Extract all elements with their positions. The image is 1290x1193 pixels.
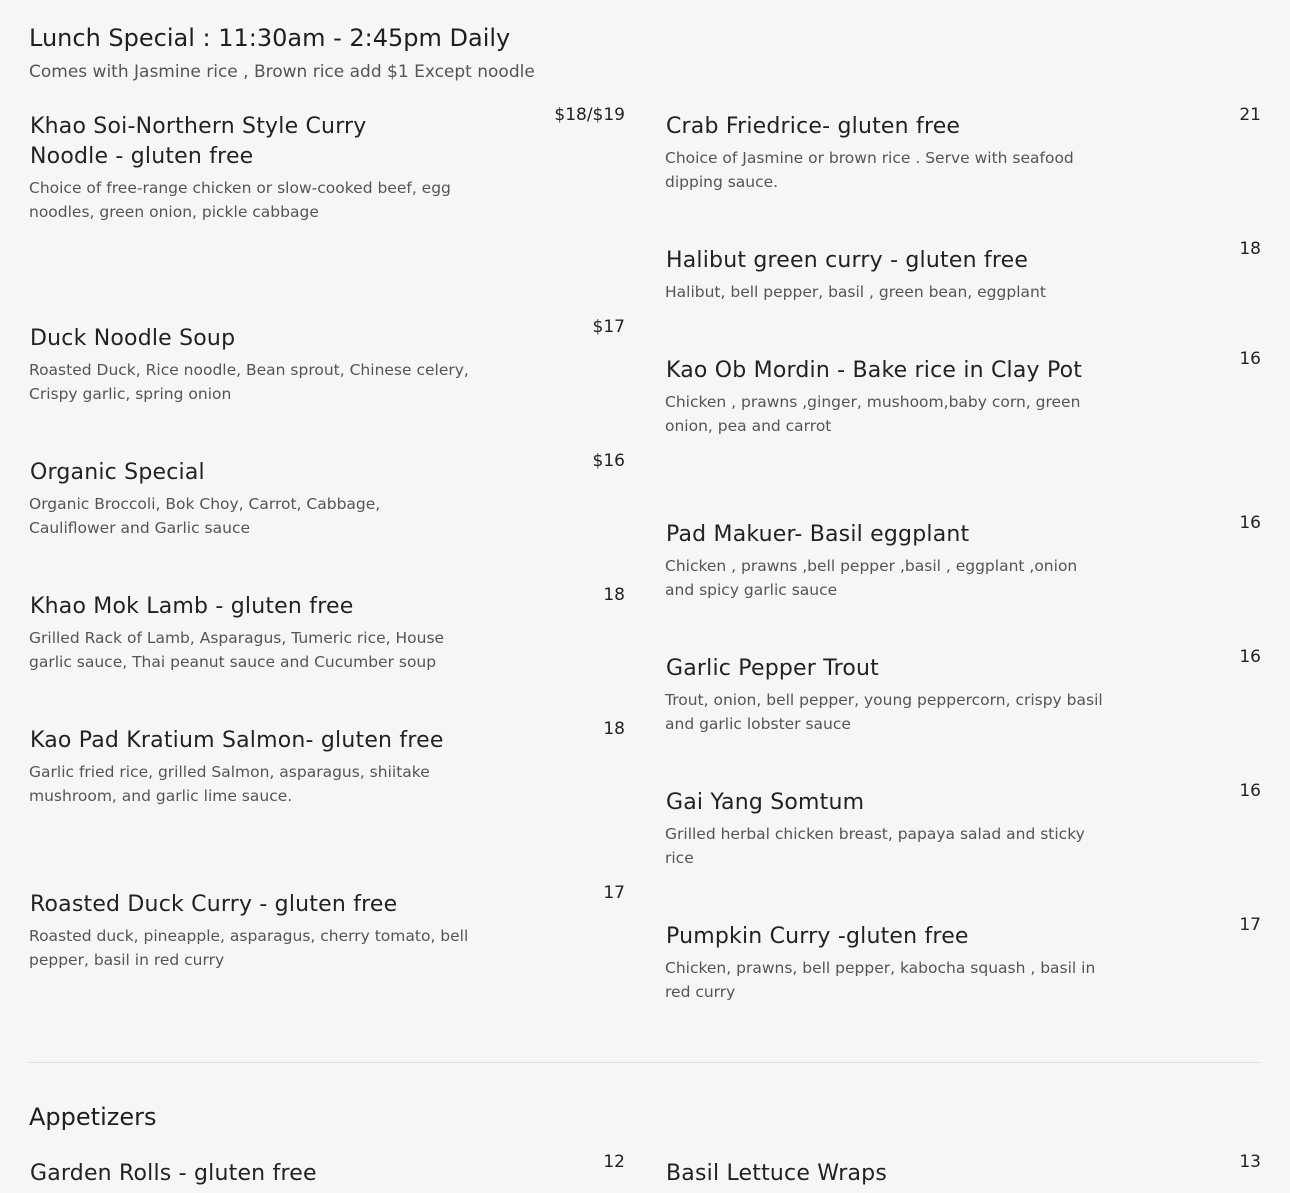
menu-item-description: Roasted Duck, Rice noodle, Bean sprout, Chinese celery, Crispy garlic, spring onion — [29, 361, 469, 403]
menu-item-name: Garden Rolls - gluten free — [30, 1161, 317, 1186]
menu-item-name: Kao Ob Mordin - Bake rice in Clay Pot — [666, 358, 1083, 383]
menu-item-price: 12 — [603, 1152, 625, 1172]
menu-item-description: Grilled Rack of Lamb, Asparagus, Tumeric rice, House garlic sauce, Thai peanut sauce and Cucumber soup — [29, 629, 445, 671]
appetizer-item — [665, 1152, 1261, 1189]
menu-item-price: $16 — [592, 451, 625, 471]
appetizer-item — [29, 1152, 625, 1189]
menu-item-price: 16 — [1239, 513, 1261, 533]
menu-item-price: 16 — [1239, 781, 1261, 801]
menu-item-name: Basil Lettuce Wraps — [666, 1161, 887, 1186]
menu-item-description: Organic Broccoli, Bok Choy, Carrot, Cabbage, Cauliflower and Garlic sauce — [29, 495, 381, 537]
menu-item-price: 18 — [1239, 239, 1261, 259]
menu-item — [665, 239, 1261, 304]
menu-item-description: Halibut, bell pepper, basil , green bean, eggplant — [665, 283, 1046, 301]
menu-item-price: 21 — [1239, 105, 1261, 125]
menu-item-description: Chicken, prawns, bell pepper, kabocha squash , basil in red curry — [665, 959, 1096, 1001]
menu-item — [29, 719, 625, 808]
menu-item-name: Duck Noodle Soup — [30, 326, 236, 351]
menu-item — [29, 883, 625, 972]
menu-item-description: Grilled herbal chicken breast, papaya salad and sticky rice — [665, 825, 1085, 867]
menu-item-name: Pumpkin Curry -gluten free — [666, 924, 969, 949]
menu-item — [29, 451, 625, 540]
menu-item — [665, 915, 1261, 1004]
lunch-special-subtitle: Comes with Jasmine rice , Brown rice add $1 Except noodle — [29, 62, 535, 82]
menu-item — [29, 105, 625, 224]
menu-item-name: Kao Pad Kratium Salmon- gluten free — [30, 728, 444, 753]
menu-item-description: Trout, onion, bell pepper, young peppercorn, crispy basil and garlic lobster sauce — [665, 691, 1103, 733]
menu-item-description: Garlic fried rice, grilled Salmon, asparagus, shiitake mushroom, and garlic lime sauce. — [29, 763, 430, 805]
menu-item — [29, 317, 625, 406]
menu-item — [665, 105, 1261, 194]
lunch-special-title: Lunch Special : 11:30am - 2:45pm Daily — [29, 24, 511, 52]
menu-item-name: Khao Soi-Northern Style Curry Noodle - gluten free — [30, 114, 367, 169]
menu-item-price: $18/$19 — [554, 105, 625, 125]
menu-item-name: Khao Mok Lamb - gluten free — [30, 594, 354, 619]
menu-item — [665, 647, 1261, 736]
appetizers-title: Appetizers — [29, 1103, 157, 1131]
menu-item-name: Roasted Duck Curry - gluten free — [30, 892, 398, 917]
lunch-right-column — [665, 0, 1261, 1193]
menu-item-name: Organic Special — [30, 460, 205, 485]
menu-item-description: Chicken , prawns ,ginger, mushoom,baby corn, green onion, pea and carrot — [665, 393, 1081, 435]
section-divider — [29, 1062, 1261, 1063]
menu-item-price: $17 — [592, 317, 625, 337]
menu-item-price: 18 — [603, 585, 625, 605]
menu-item-name: Pad Makuer- Basil eggplant — [666, 522, 970, 547]
menu-item-name: Crab Friedrice- gluten free — [666, 114, 961, 139]
menu-item-description: Choice of Jasmine or brown rice . Serve with seafood dipping sauce. — [665, 149, 1074, 191]
menu-item — [665, 781, 1261, 870]
menu-item-price: 17 — [1239, 915, 1261, 935]
menu-item-price: 18 — [603, 719, 625, 739]
menu-item-price: 16 — [1239, 647, 1261, 667]
menu-item-name: Garlic Pepper Trout — [666, 656, 880, 681]
menu-item-description: Roasted duck, pineapple, asparagus, cherry tomato, bell pepper, basil in red curry — [29, 927, 469, 969]
menu-item-price: 16 — [1239, 349, 1261, 369]
menu-item-name: Halibut green curry - gluten free — [666, 248, 1029, 273]
menu-item-price: 13 — [1239, 1152, 1261, 1172]
menu-item — [665, 349, 1261, 438]
menu-item-name: Gai Yang Somtum — [666, 790, 865, 815]
menu-item — [29, 585, 625, 674]
menu-item-description: Choice of free-range chicken or slow-cooked beef, egg noodles, green onion, pickle cabbage — [29, 179, 451, 221]
menu-item-price: 17 — [603, 883, 625, 903]
lunch-left-column — [29, 0, 625, 1193]
menu-item — [665, 513, 1261, 602]
menu-item-description: Chicken , prawns ,bell pepper ,basil , eggplant ,onion and spicy garlic sauce — [665, 557, 1078, 599]
